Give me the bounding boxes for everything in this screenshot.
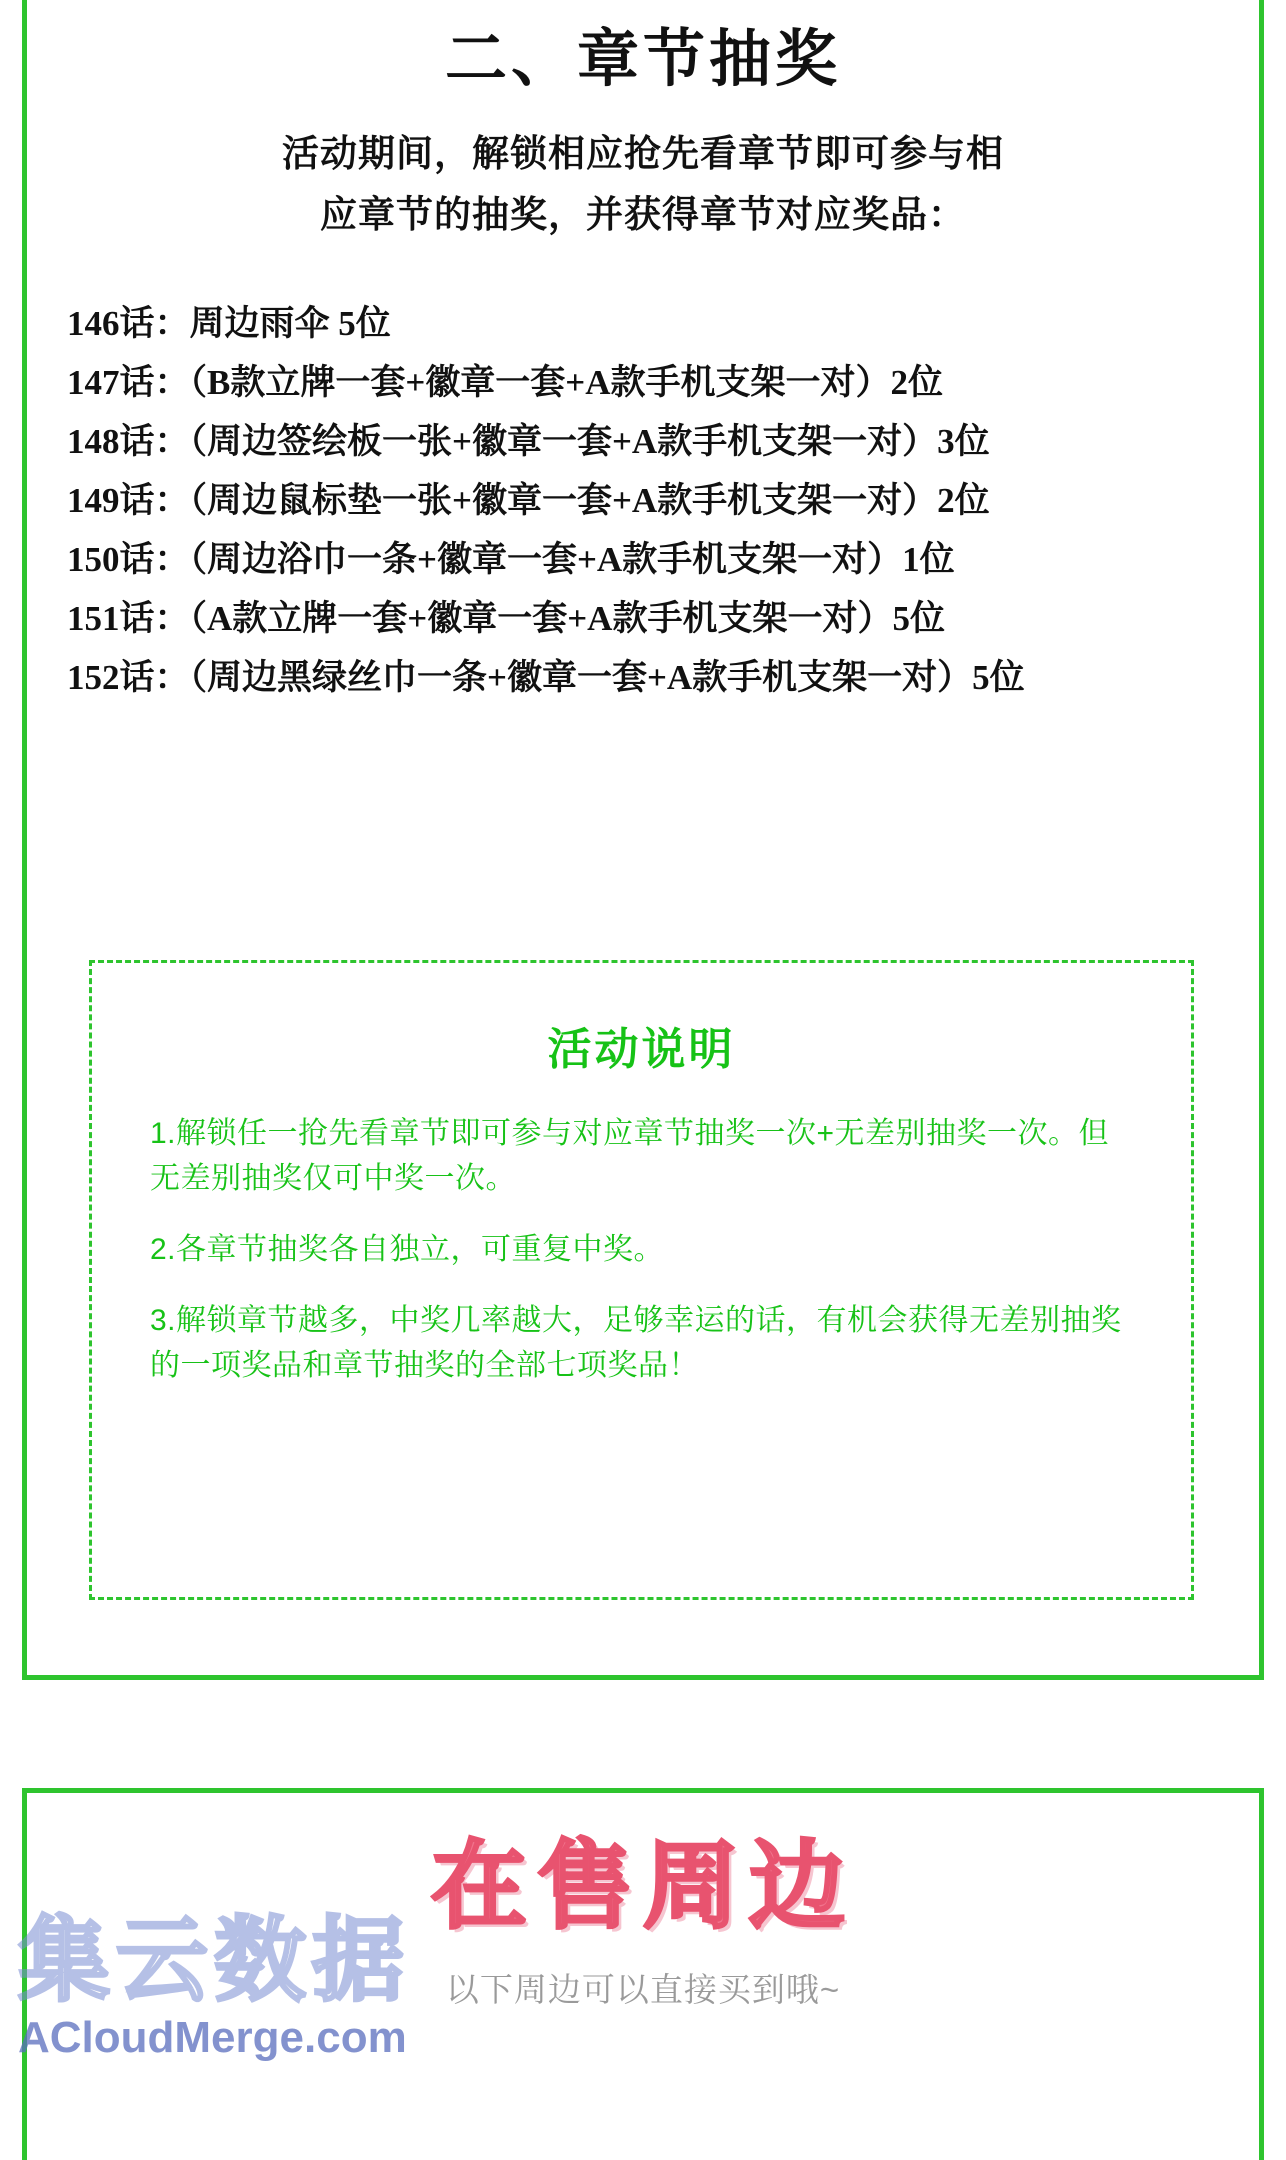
lead-line-2: 应章节的抽奖，并获得章节对应奖品： — [320, 195, 966, 237]
watermark-en-text: ACloudMerge.com — [18, 2013, 407, 2062]
list-item: 149话：（周边鼠标垫一张+徽章一套+A款手机支架一对）2位 — [67, 481, 990, 521]
activity-notes-list — [92, 1111, 1191, 1388]
list-item: 2.各章节抽奖各自独立，可重复中奖。 — [150, 1233, 665, 1266]
lottery-panel — [22, 0, 1264, 1680]
list-item: 151话：（A款立牌一套+徽章一套+A款手机支架一对）5位 — [67, 599, 945, 639]
list-item: 150话：（周边浴巾一条+徽章一套+A款手机支架一对）1位 — [67, 540, 955, 580]
lead-text — [27, 124, 1259, 246]
prize-list — [27, 294, 1259, 707]
activity-notes-title: 活动说明 — [547, 1025, 736, 1074]
list-item: 148话：（周边签绘板一张+徽章一套+A款手机支架一对）3位 — [67, 422, 990, 462]
on-sale-title: 在售周边 — [431, 1833, 855, 1940]
activity-notes-box — [89, 960, 1194, 1600]
list-item: 1.解锁任一抢先看章节即可参与对应章节抽奖一次+无差别抽奖一次。但无差别抽奖仅可中奖一次。 — [150, 1117, 1110, 1195]
list-item: 147话：（B款立牌一套+徽章一套+A款手机支架一对）2位 — [67, 363, 944, 403]
page-title: 二、章节抽奖 — [444, 26, 841, 94]
on-sale-subtitle: 以下周边可以直接买到哦~ — [445, 1970, 841, 2008]
lead-line-1: 活动期间，解锁相应抢先看章节即可参与相 — [282, 134, 1004, 176]
list-item: 152话：（周边黑绿丝巾一条+徽章一套+A款手机支架一对）5位 — [67, 658, 1025, 698]
list-item: 3.解锁章节越多，中奖几率越大，足够幸运的话，有机会获得无差别抽奖的一项奖品和章节抽奖的全部七项奖品！ — [150, 1304, 1122, 1382]
on-sale-panel — [22, 1788, 1264, 2160]
list-item: 146话：周边雨伞 5位 — [67, 304, 391, 344]
